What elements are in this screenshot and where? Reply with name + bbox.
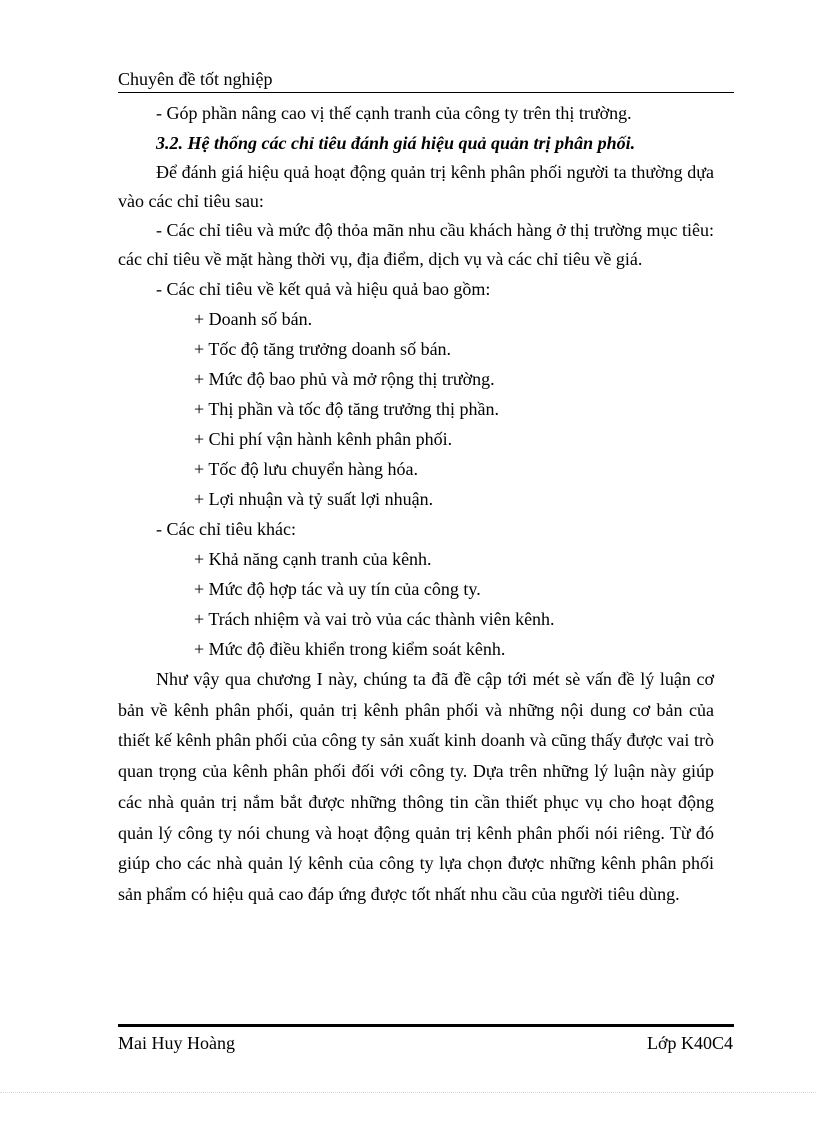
group1-item: + Doanh số bán.: [194, 309, 313, 329]
group1-item: + Tốc độ lưu chuyển hàng hóa.: [194, 459, 419, 479]
group2-item: + Mức độ điều khiển trong kiểm soát kênh.: [194, 639, 506, 659]
paragraph-intro: Để đánh giá hiệu quả hoạt động quản trị kênh phân phối người ta thường dựa vào các chỉ tiêu sau:: [118, 162, 714, 211]
footer-author: Mai Huy Hoàng: [118, 1033, 235, 1053]
paragraph-customer-criteria: - Các chỉ tiêu và mức độ thỏa mãn nhu cầu khách hàng ở thị trường mục tiêu: các chỉ tiêu về mặt hàng thời vụ, địa điểm, dịch vụ và các chỉ tiêu về giá.: [118, 220, 714, 269]
group2-item: + Mức độ hợp tác và uy tín của công ty.: [194, 579, 481, 599]
group1-title: - Các chỉ tiêu về kết quả và hiệu quả bao gồm:: [156, 279, 491, 299]
page-edge-divider: [0, 1092, 816, 1093]
group1-item: + Mức độ bao phủ và mở rộng thị trường.: [194, 369, 495, 389]
footer-class: Lớp K40C4: [646, 1033, 733, 1053]
header-title: Chuyên đề tốt nghiệp: [118, 69, 273, 89]
group1-item: + Lợi nhuận và tỷ suất lợi nhuận.: [194, 489, 434, 509]
group2-item: + Trách nhiệm và vai trò vủa các thành viên kênh.: [194, 609, 555, 629]
group1-item: + Tốc độ tăng trưởng doanh số bán.: [194, 339, 452, 359]
page-header: [118, 64, 734, 93]
footer-divider: [118, 1024, 734, 1027]
section-heading: 3.2. Hệ thống các chỉ tiêu đánh giá hiệu quả quản trị phân phối.: [156, 133, 636, 153]
paragraph-conclusion: Như vậy qua chương I này, chúng ta đã đề cập tới mét sè vấn đề lý luận cơ bản về kênh phân phối, quản trị kênh phân phối và những nội dung cơ bản của thiết kế kênh phân phối của công ty sản xuất kinh doanh và cũng thấy được vai trò quan trọng của kênh phân phối đối với công ty. Dựa trên những lý luận này giúp các nhà quản trị nắm bắt được những thông tin cần thiết phục vụ cho hoạt động quản lý công ty nói chung và hoạt động quản trị kênh phân phối nói riêng. Từ đó giúp cho các nhà quản lý kênh của công ty lựa chọn được những kênh phân phối sản phẩm có hiệu quả cao đáp ứng được tốt nhất nhu cầu của người tiêu dùng.: [118, 669, 714, 904]
group2-item: + Khả năng cạnh tranh của kênh.: [194, 549, 432, 569]
page-content: [118, 98, 714, 910]
group2-title: - Các chỉ tiêu khác:: [156, 519, 296, 539]
group1-item: + Thị phần và tốc độ tăng trưởng thị phần.: [194, 399, 500, 419]
group1-item: + Chi phí vận hành kênh phân phối.: [194, 429, 453, 449]
intro-bullet: - Góp phần nâng cao vị thế cạnh tranh của công ty trên thị trường.: [156, 103, 632, 123]
